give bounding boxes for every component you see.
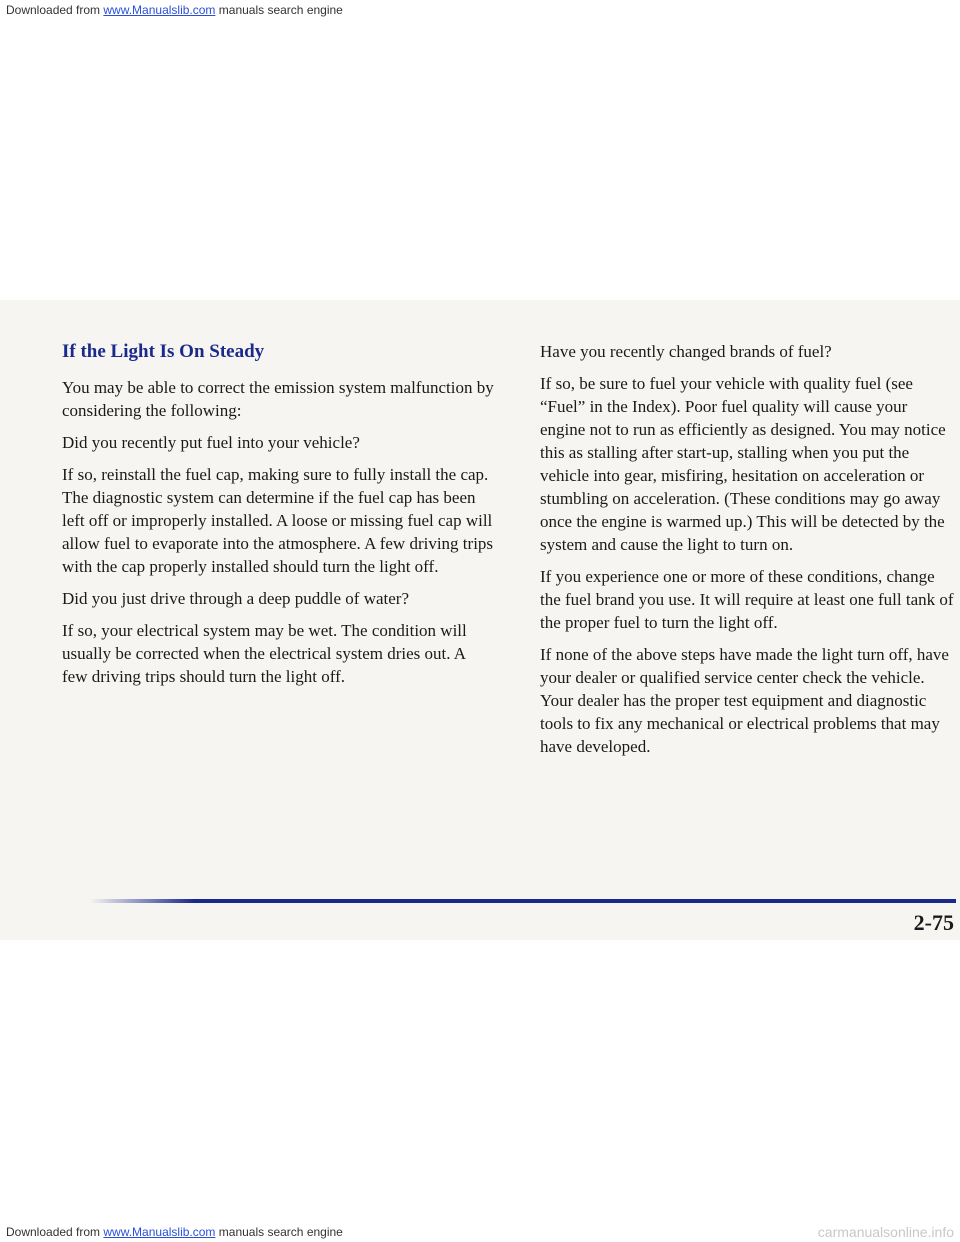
right-column — [540, 340, 956, 767]
footer-rule — [90, 899, 956, 903]
paragraph: If so, reinstall the fuel cap, making sure to fully install the cap. The diagnostic system can determine if the fuel cap has been left off or improperly installed. A loose or missing fuel cap will allow fuel to evaporate into the atmosphere. A few driving trips with the cap properly installed should turn the light off. — [62, 465, 494, 576]
page-number: 2-75 — [913, 910, 954, 935]
banner-prefix: Downloaded from — [6, 3, 104, 17]
top-download-banner — [0, 0, 349, 20]
paragraph: If so, be sure to fuel your vehicle with quality fuel (see “Fuel” in the Index). Poor fuel quality will cause your engine not to run as efficiently as designed. You may notice this as stalling after start-up, stalling when you put the vehicle into gear, misfiring, hesitation on acceleration or stumbling on acceleration. (These conditions may go away once the engine is warmed up.) This will be detected by the system and cause the light to turn on. — [540, 374, 946, 554]
banner-suffix: manuals search engine — [215, 1225, 343, 1239]
banner-prefix: Downloaded from — [6, 1225, 104, 1239]
manual-page — [0, 300, 960, 940]
section-heading: If the Light Is On Steady — [62, 341, 265, 362]
paragraph: Did you just drive through a deep puddle of water? — [62, 589, 409, 608]
paragraph: If none of the above steps have made the light turn off, have your dealer or qualified service center check the vehicle. Your dealer has the proper test equipment and diagnostic tools to fix any mechanical or electrical problems that may have developed. — [540, 645, 949, 756]
paragraph: If you experience one or more of these conditions, change the fuel brand you use. It will require at least one full tank of the proper fuel to turn the light off. — [540, 567, 954, 632]
paragraph: You may be able to correct the emission system malfunction by considering the following: — [62, 378, 494, 420]
paragraph: If so, your electrical system may be wet. The condition will usually be corrected when the electrical system dries out. A few driving trips should turn the light off. — [62, 621, 467, 686]
manualslib-link[interactable]: www.Manualslib.com — [103, 1225, 216, 1239]
watermark: carmanualsonline.info — [817, 1224, 954, 1240]
left-column — [62, 340, 494, 697]
paragraph: Did you recently put fuel into your vehicle? — [62, 433, 360, 452]
banner-suffix: manuals search engine — [215, 3, 343, 17]
paragraph: Have you recently changed brands of fuel? — [540, 342, 832, 361]
manualslib-link[interactable]: www.Manualslib.com — [103, 3, 216, 17]
bottom-download-banner — [0, 1222, 349, 1242]
